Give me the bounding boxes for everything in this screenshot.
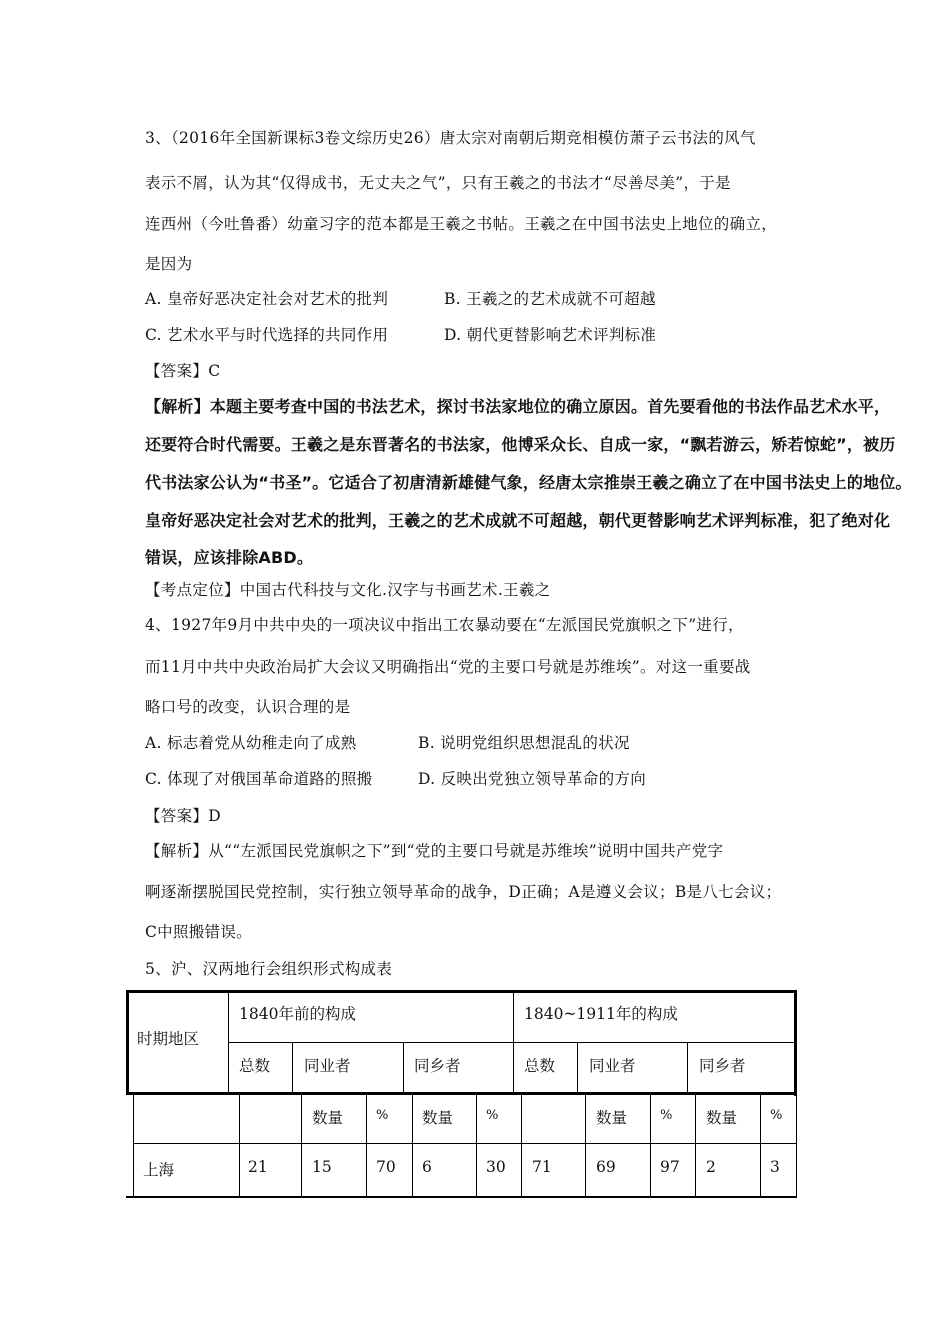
q3-line-3: 连西州（今吐鲁番）幼童习字的范本都是王羲之书帖。王羲之在中国书法史上地位的确立， xyxy=(145,215,778,233)
table-cell: 30 xyxy=(486,1158,506,1176)
table-vline xyxy=(239,1093,240,1197)
q3-analysis-line-2: 还要符合时代需要。王羲之是东晋著名的书法家，他博采众长、自成一家，“飘若游云，矫若惊蛇”，被历 xyxy=(145,435,896,454)
q4-line-3: 略口号的改变，认识合理的是 xyxy=(145,698,351,716)
table-same-home-header: 同乡者 xyxy=(414,1057,461,1075)
q3-analysis-line-3: 代书法家公认为“书圣”。它适合了初唐清新雄健气象，经唐太宗推崇王羲之确立了在中国书法史上的地位。 xyxy=(145,473,912,492)
table-border-right-upper xyxy=(794,990,797,1096)
q3-analysis-line-1: 【解析】本题主要考查中国的书法艺术，探讨书法家地位的确立原因。首先要看他的书法作品艺术水平， xyxy=(145,397,891,416)
q4-line-2: 而11月中共中央政治局扩大会议又明确指出“党的主要口号就是苏维埃”。对这一重要战 xyxy=(145,658,751,676)
table-cell: 21 xyxy=(248,1158,268,1176)
table-hline xyxy=(228,1042,796,1043)
table-vline xyxy=(650,1093,651,1197)
table-total-header: 总数 xyxy=(524,1057,556,1075)
table-border-top xyxy=(126,990,797,993)
table-vline xyxy=(301,1093,302,1197)
table-border-left-lower xyxy=(133,1093,134,1197)
table-pct-header: % xyxy=(660,1108,673,1123)
table-same-trade-header: 同业者 xyxy=(589,1057,636,1075)
table-border-right-lower xyxy=(796,1093,797,1197)
table-cell: 97 xyxy=(660,1158,680,1176)
q3-answer: 【答案】C xyxy=(145,362,221,380)
table-vline xyxy=(695,1093,696,1197)
table-vline xyxy=(476,1093,477,1197)
table-period1-header: 1840年前的构成 xyxy=(239,1005,356,1023)
table-border-bottom xyxy=(126,1196,797,1198)
table-cell: 15 xyxy=(312,1158,332,1176)
q3-option-a: A. 皇帝好恶决定社会对艺术的批判 xyxy=(145,290,389,308)
q3-kaodian: 【考点定位】中国古代科技与文化.汉字与书画艺术.王羲之 xyxy=(145,581,551,599)
table-row-region: 上海 xyxy=(143,1161,175,1179)
q3-analysis-line-4: 皇帝好恶决定社会对艺术的批判，王羲之的艺术成就不可超越，朝代更替影响艺术评判标准，犯了绝对化 xyxy=(145,511,891,530)
q5-title: 5、沪、汉两地行会组织形式构成表 xyxy=(145,960,393,978)
table-vline xyxy=(521,1093,522,1197)
table-total-header: 总数 xyxy=(239,1057,271,1075)
q3-option-c: C. 艺术水平与时代选择的共同作用 xyxy=(145,326,389,344)
q3-option-d: D. 朝代更替影响艺术评判标准 xyxy=(444,326,657,344)
q3-line-2: 表示不屑，认为其“仅得成书，无丈夫之气”，只有王羲之的书法才“尽善尽美”，于是 xyxy=(145,174,731,192)
q4-analysis-line-2: 啊逐渐摆脱国民党控制，实行独立领导革命的战争，D正确；A是遵义会议；B是八七会议； xyxy=(145,883,782,901)
q4-analysis-line-3: C中照搬错误。 xyxy=(145,923,252,941)
table-vline xyxy=(585,1093,586,1197)
table-cell: 70 xyxy=(376,1158,396,1176)
table-cell: 69 xyxy=(596,1158,616,1176)
table-pct-header: % xyxy=(376,1108,389,1123)
table-count-header: 数量 xyxy=(312,1109,344,1127)
q3-line-1: 3、（2016年全国新课标3卷文综历史26）唐太宗对南朝后期竞相模仿萧子云书法的风气 xyxy=(145,129,756,147)
table-vline xyxy=(366,1093,367,1197)
table-vline xyxy=(412,1093,413,1197)
q4-line-1: 4、1927年9月中共中央的一项决议中指出工农暴动要在“左派国民党旗帜之下”进行， xyxy=(145,616,744,634)
table-cell: 6 xyxy=(422,1158,432,1176)
table-hline xyxy=(133,1143,797,1144)
q4-option-d: D. 反映出党独立领导革命的方向 xyxy=(418,770,647,788)
table-pct-header: % xyxy=(486,1108,499,1123)
table-same-trade-header: 同业者 xyxy=(304,1057,351,1075)
q3-option-b: B. 王羲之的艺术成就不可超越 xyxy=(444,290,656,308)
table-cell: 3 xyxy=(770,1158,780,1176)
table-vline xyxy=(577,1042,578,1094)
q4-analysis-line-1: 【解析】从““左派国民党旗帜之下”到“党的主要口号就是苏维埃”说明中国共产党字 xyxy=(145,842,724,860)
table-cell: 2 xyxy=(706,1158,716,1176)
q4-option-a: A. 标志着党从幼稚走向了成熟 xyxy=(145,734,357,752)
table-pct-header: % xyxy=(770,1108,783,1123)
q4-option-c: C. 体现了对俄国革命道路的照搬 xyxy=(145,770,373,788)
table-border-left-upper xyxy=(126,990,129,1094)
table-count-header: 数量 xyxy=(706,1109,738,1127)
table-count-header: 数量 xyxy=(596,1109,628,1127)
table-same-home-header: 同乡者 xyxy=(699,1057,746,1075)
q4-option-b: B. 说明党组织思想混乱的状况 xyxy=(418,734,630,752)
q3-line-4: 是因为 xyxy=(145,255,193,273)
table-period2-header: 1840~1911年的构成 xyxy=(524,1005,678,1023)
table-cell: 71 xyxy=(532,1158,552,1176)
table-vline xyxy=(687,1042,688,1094)
table-vline xyxy=(292,1042,293,1094)
q4-answer: 【答案】D xyxy=(145,807,221,825)
table-count-header: 数量 xyxy=(422,1109,454,1127)
table-corner-header: 时期地区 xyxy=(137,1030,200,1048)
table-vline xyxy=(403,1042,404,1094)
table-divider-thick xyxy=(126,1092,797,1095)
table-vline xyxy=(760,1093,761,1197)
q3-analysis-line-5: 错误，应该排除ABD。 xyxy=(145,548,314,567)
